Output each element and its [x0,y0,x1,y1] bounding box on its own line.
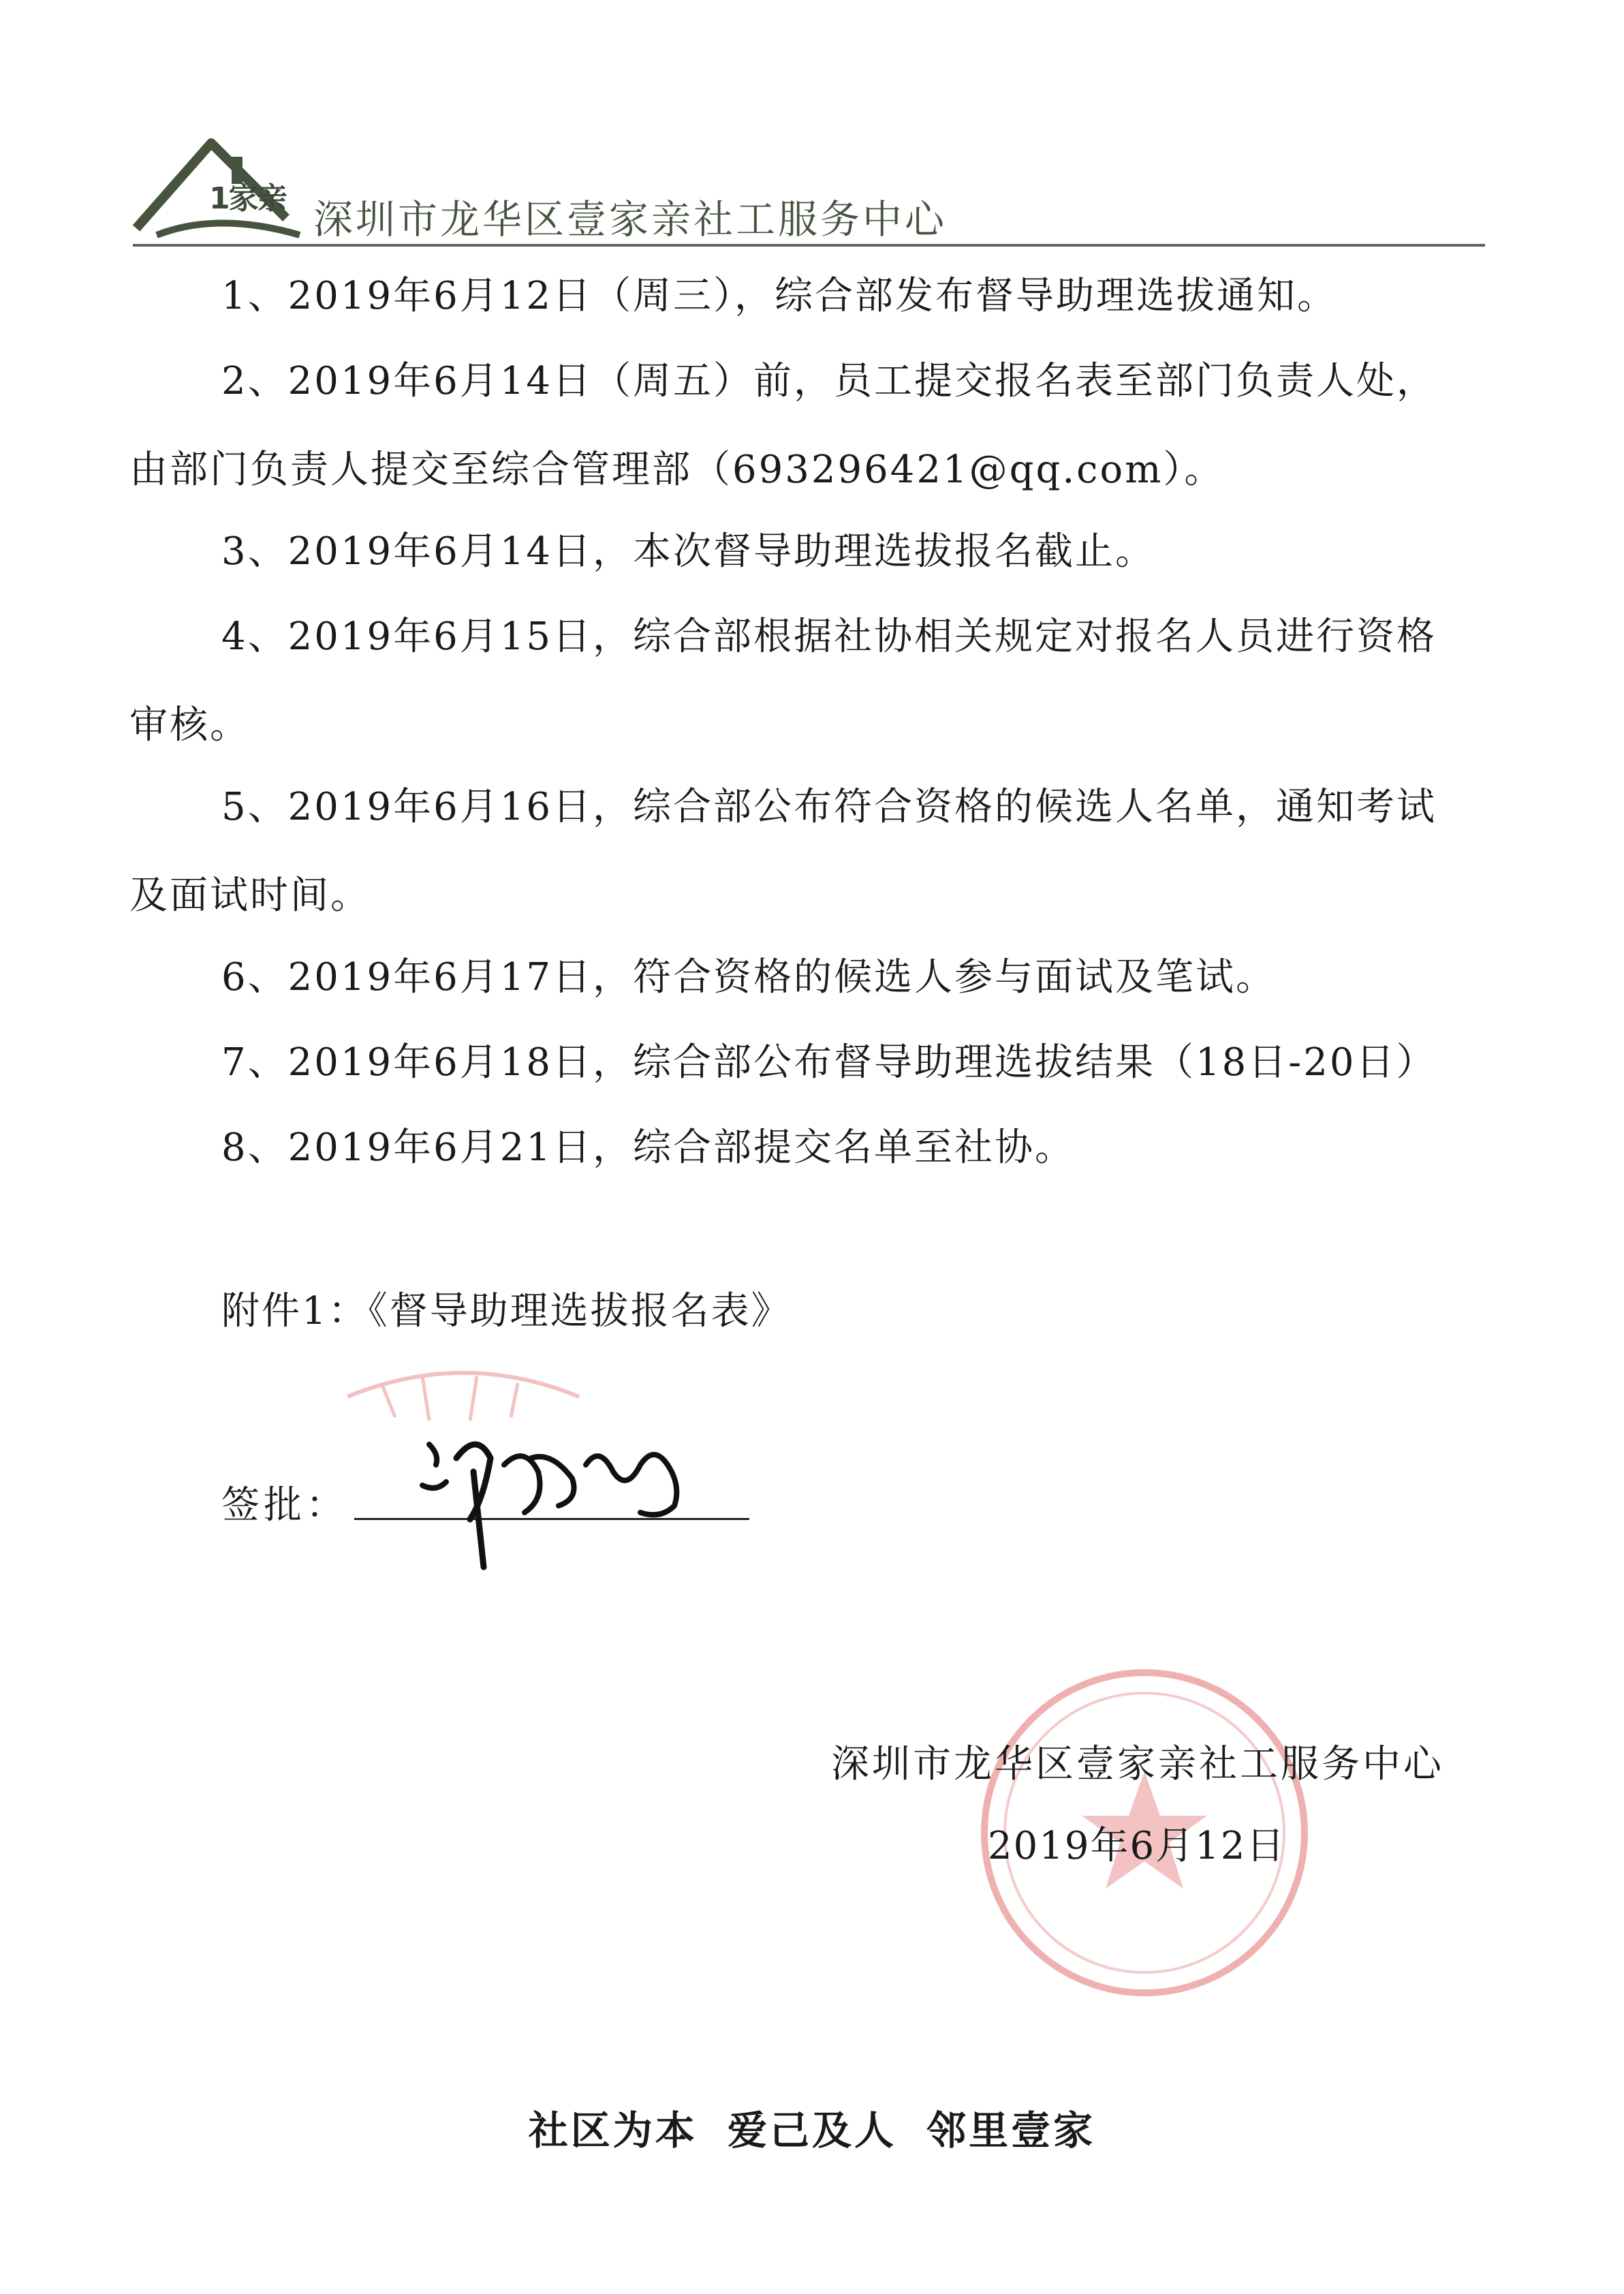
letterhead [129,116,1499,252]
footer-org-name: 深圳市龙华区壹家亲社工服务中心 [831,1742,1444,1786]
list-item-2: 2、2019年6月14日（周五）前，员工提交报名表至部门负责人处， 由部门负责人提交至综合管理部（693296421@qq.com）。 [129,359,1437,492]
list-item-5: 5、2019年6月16日，综合部公布符合资格的候选人名单，通知考试 及面试时间。 [129,785,1437,918]
logo-text: 1家亲 [209,181,286,216]
list-item-4: 4、2019年6月15日，综合部根据社协相关规定对报名人员进行资格 审核。 [129,615,1437,747]
list-item-6: 6、2019年6月17日，符合资格的候选人参与面试及笔试。 [221,955,1277,999]
footer-date: 2019年6月12日 [988,1824,1286,1868]
attachment-note: 附件1：《督导助理选拔报名表》 [221,1289,792,1333]
list-item-7: 7、2019年6月18日，综合部公布督导助理选拔结果（18日-20日） [221,1040,1437,1085]
footer-motto: 社区为本 爱己及人 邻里壹家 [528,2107,1096,2154]
list-item-1: 1、2019年6月12日（周三），综合部发布督导助理选拔通知。 [221,274,1338,318]
list-item-8: 8、2019年6月21日，综合部提交名单至社协。 [221,1126,1076,1170]
header-divider [133,244,1485,247]
letterhead-org-name: 深圳市龙华区壹家亲社工服务中心 [313,196,948,243]
approval-label: 签批： [221,1483,348,1528]
handwritten-signature-icon [409,1417,695,1574]
list-item-3: 3、2019年6月14日，本次督导助理选拔报名截止。 [221,529,1156,574]
